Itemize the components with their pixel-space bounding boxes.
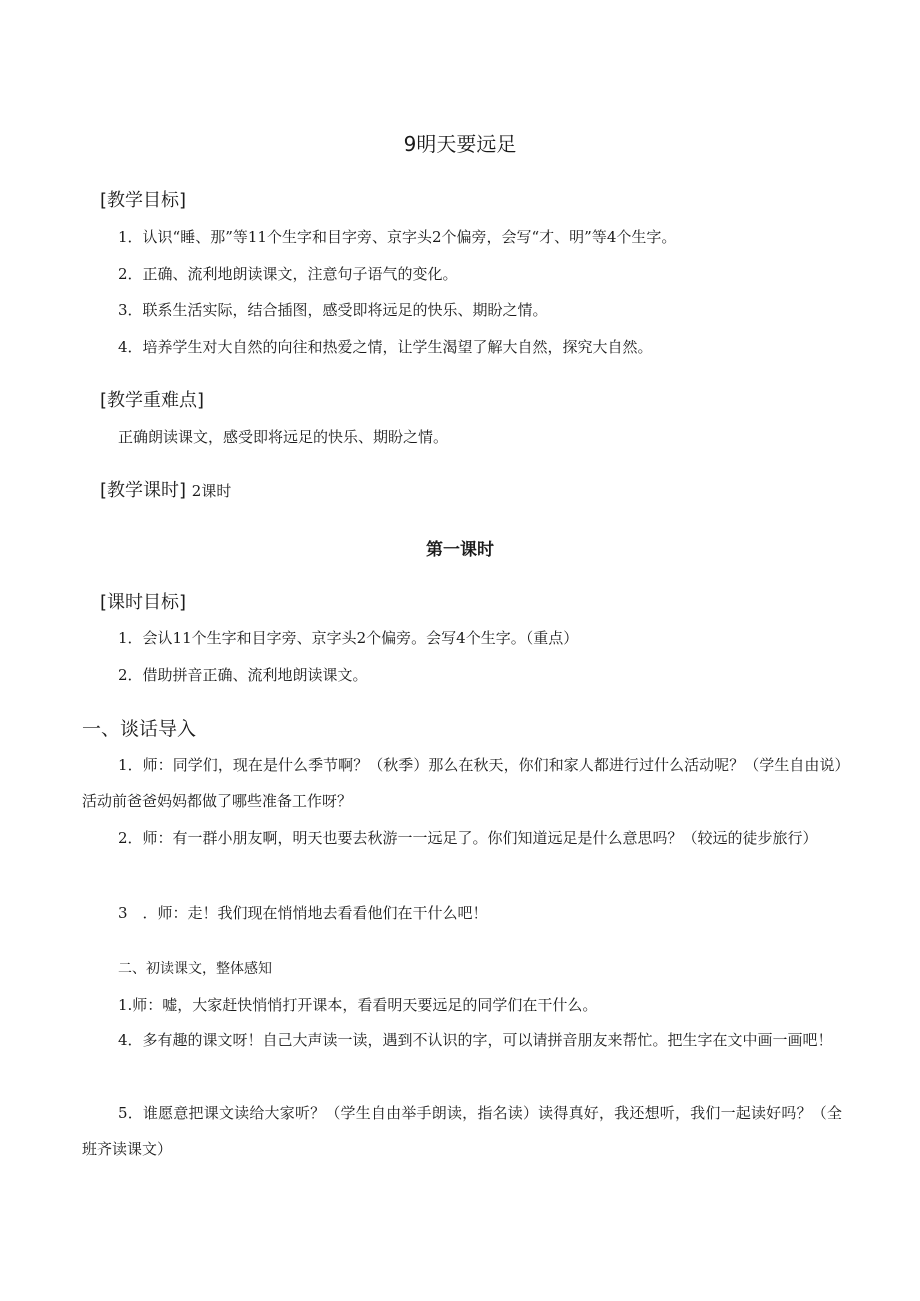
- lesson-heading: 第一课时: [426, 540, 494, 560]
- key-points-text: 正确朗读课文，感受即将远足的快乐、期盼之情。: [118, 428, 449, 446]
- part2-line: 1.师：嘘，大家赶快悄悄打开课本，看看明天要远足的同学们在干什么。: [118, 996, 598, 1014]
- section-label-hours: [教学课时]: [100, 480, 187, 501]
- goal-item: 3．联系生活实际，结合插图，感受即将远足的快乐、期盼之情。: [118, 301, 548, 319]
- section-label-key-points: [教学重难点]: [100, 390, 205, 411]
- page-title: 9明天要远足: [403, 132, 517, 156]
- goal-item: 2．正确、流利地朗读课文，注意句子语气的变化。: [118, 265, 458, 283]
- lesson-goal-item: 2．借助拼音正确、流利地朗读课文。: [118, 666, 368, 684]
- section-hours: [100, 476, 231, 502]
- part2-para: 5．谁愿意把课文读给大家听？（学生自由举手朗读，指名读）读得真好，我还想听，我们一起读好吗？（全班齐读课文）: [82, 1104, 842, 1158]
- part2-heading: 二、初读课文，整体感知: [118, 961, 272, 977]
- goal-item: 4．培养学生对大自然的向往和热爱之情，让学生渴望了解大自然，探究大自然。: [118, 338, 653, 356]
- part2-para: 4．多有趣的课文呀！自己大声读一读，遇到不认识的字，可以请拼音朋友来帮忙。把生字在文中画一画吧！: [118, 1031, 833, 1049]
- goal-item: 1．认识“睡、那”等11个生字和目字旁、京字头2个偏旁，会写“才、明”等4个生字。: [118, 228, 677, 246]
- part1-para: 1．师：同学们，现在是什么季节啊？（秋季）那么在秋天，你们和家人都进行过什么活动呢？（学生自由说）活动前爸爸妈妈都做了哪些准备工作呀？: [82, 756, 842, 810]
- hours-value: 2课时: [191, 482, 232, 500]
- part1-para: 2．师：有一群小朋友啊，明天也要去秋游一一远足了。你们知道远足是什么意思吗？（较远的徒步旅行）: [118, 829, 818, 847]
- section-label-goals: [教学目标]: [100, 190, 187, 211]
- part1-heading: 一、谈话导入: [82, 718, 197, 740]
- lesson-goals-label: [课时目标]: [100, 592, 187, 613]
- lesson-goal-item: 1．会认11个生字和目字旁、京字头2个偏旁。会写4个生字。（重点）: [118, 629, 579, 647]
- part1-line: 3 ．师：走！我们现在悄悄地去看看他们在干什么吧！: [118, 904, 488, 922]
